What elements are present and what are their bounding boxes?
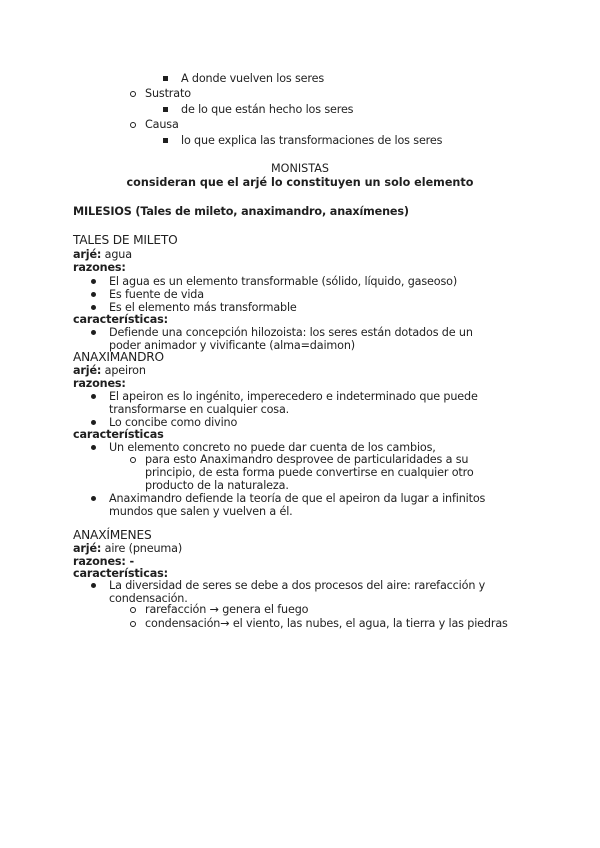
bullet-icon xyxy=(91,279,96,284)
anaximenes-caracteristicas-label: características: xyxy=(73,567,168,580)
list-item: Es fuente de vida xyxy=(109,288,204,301)
section-title: MONISTAS xyxy=(271,162,329,175)
list-item: rarefacción → genera el fuego xyxy=(145,603,309,616)
square-bullet-icon xyxy=(163,138,168,143)
tales-razones-label: razones: xyxy=(73,261,126,274)
list-item: Sustrato xyxy=(145,87,191,100)
circle-bullet-icon xyxy=(130,91,136,97)
list-item: El apeiron es lo ingénito, imperecedero e indeterminado que puede xyxy=(109,390,478,403)
anaximandro-title: ANAXIMANDRO xyxy=(73,350,164,364)
bullet-icon xyxy=(91,394,96,399)
bullet-icon xyxy=(91,420,96,425)
bullet-icon xyxy=(91,496,96,501)
circle-bullet-icon xyxy=(130,122,136,128)
circle-bullet-icon xyxy=(130,607,136,613)
list-item-continuation: principio, de esta forma puede convertirse en cualquier otro xyxy=(145,466,474,479)
list-item-continuation: producto de la naturaleza. xyxy=(145,479,289,492)
list-item: Lo concibe como divino xyxy=(109,416,238,429)
list-item: A donde vuelven los seres xyxy=(181,72,325,85)
circle-bullet-icon xyxy=(130,457,136,463)
list-item: Defiende una concepción hilozoista: los seres están dotados de un xyxy=(109,326,473,339)
bullet-icon xyxy=(91,305,96,310)
list-item-continuation: mundos que salen y vuelven a él. xyxy=(109,505,293,518)
circle-bullet-icon xyxy=(130,621,136,627)
list-item: La diversidad de seres se debe a dos procesos del aire: rarefacción y xyxy=(109,579,486,592)
list-item-continuation: poder animador y vivificante (alma=daimon) xyxy=(109,339,356,352)
list-item: lo que explica las transformaciones de los seres xyxy=(181,134,443,147)
tales-caracteristicas-label: características: xyxy=(73,313,168,326)
milesios-heading: MILESIOS (Tales de mileto, anaximandro, anaxímenes) xyxy=(73,205,409,218)
list-item: Un elemento concreto no puede dar cuenta de los cambios, xyxy=(109,441,436,454)
list-item: El agua es un elemento transformable (sólido, líquido, gaseoso) xyxy=(109,275,458,288)
square-bullet-icon xyxy=(163,107,168,112)
bullet-icon xyxy=(91,330,96,335)
bullet-icon xyxy=(91,583,96,588)
anaximenes-title: ANAXÍMENES xyxy=(73,528,152,542)
list-item-continuation: condensación. xyxy=(109,592,188,605)
anaximandro-arje: arjé: apeiron xyxy=(73,364,146,377)
section-subtitle: consideran que el arjé lo constituyen un solo elemento xyxy=(126,176,474,189)
list-item-continuation: transformarse en cualquier cosa. xyxy=(109,403,290,416)
anaximenes-razones-label: razones: - xyxy=(73,555,134,568)
list-item: de lo que están hecho los seres xyxy=(181,103,354,116)
list-item: para esto Anaximandro desprovee de particularidades a su xyxy=(145,453,469,466)
bullet-icon xyxy=(91,445,96,450)
list-item: Anaximandro defiende la teoría de que el apeiron da lugar a infinitos xyxy=(109,492,486,505)
anaximandro-caracteristicas-label: características xyxy=(73,428,164,441)
tales-arje: arjé: agua xyxy=(73,248,132,261)
anaximandro-razones-label: razones: xyxy=(73,377,126,390)
list-item: Causa xyxy=(145,118,179,131)
square-bullet-icon xyxy=(163,76,168,81)
list-item: condensación→ el viento, las nubes, el agua, la tierra y las piedras xyxy=(145,617,508,630)
anaximenes-arje: arjé: aire (pneuma) xyxy=(73,542,183,555)
bullet-icon xyxy=(91,292,96,297)
tales-title: TALES DE MILETO xyxy=(73,233,178,247)
list-item: Es el elemento más transformable xyxy=(109,301,297,314)
